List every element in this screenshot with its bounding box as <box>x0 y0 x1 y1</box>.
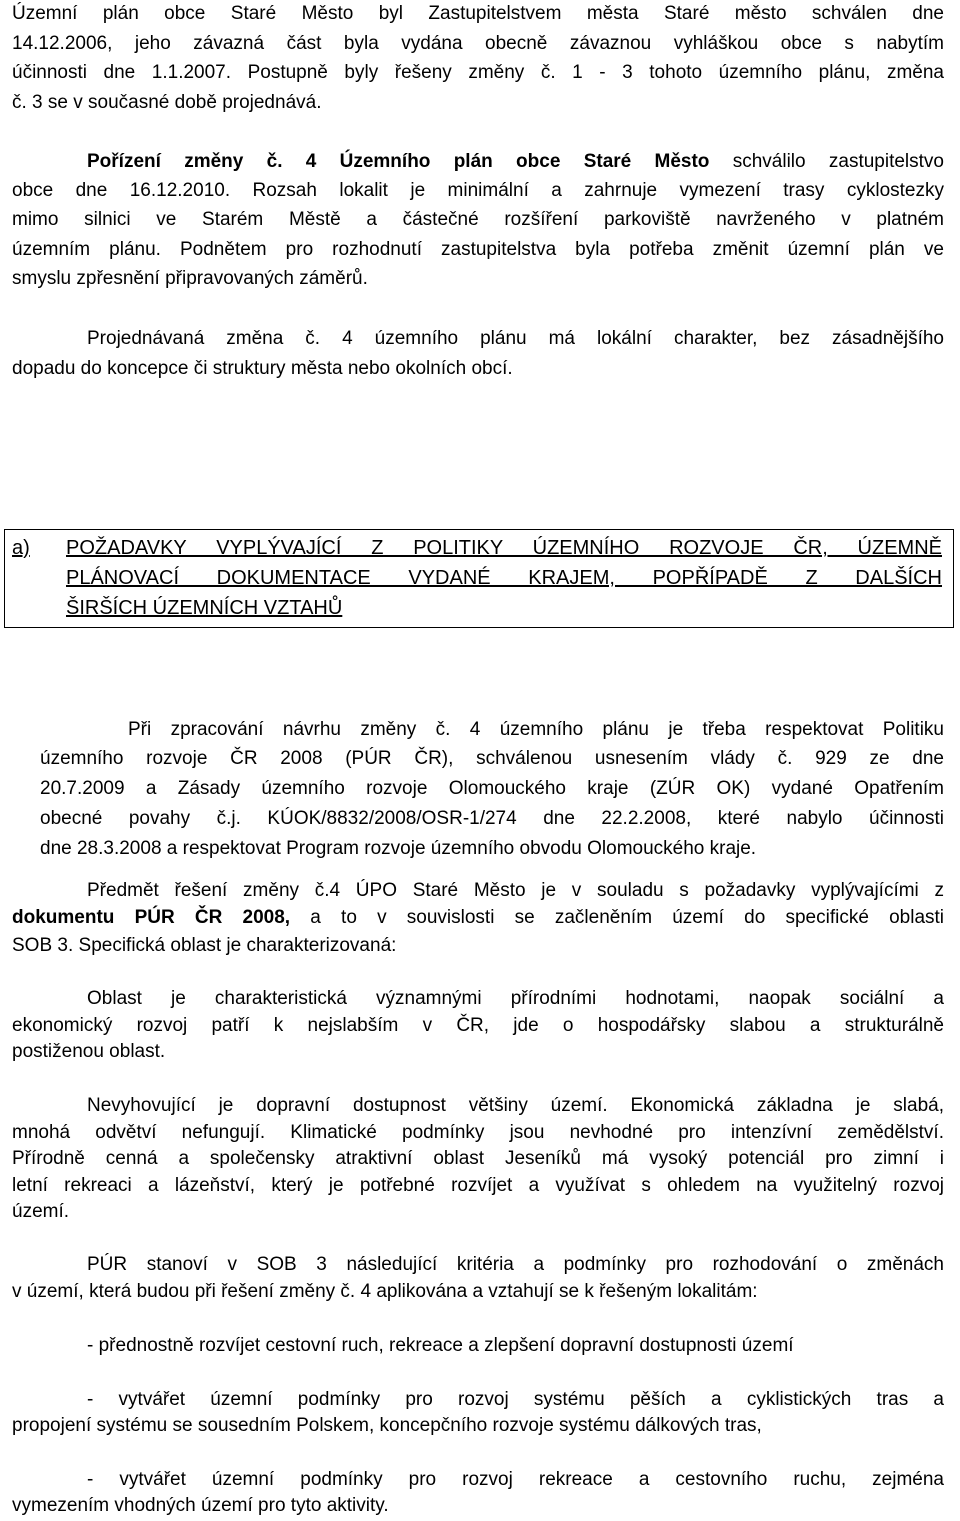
nevyhovujici-line-2: mnohá odvětví nefungují. Klimatické podmínky jsou nevhodné pro intenzívní zemědělství. <box>12 1122 944 1143</box>
porizeni-bold: Pořízení změny č. 4 Územního plán obce Staré Město <box>87 151 710 172</box>
porizeni-line-3: mimo silnici ve Starém Městě a částečné rozšíření parkoviště navrženého v platném <box>12 209 944 230</box>
predmet-line-3: SOB 3. Specifická oblast je charakterizovaná: <box>12 935 397 956</box>
criteria-item-2-line-2: propojení systému se sousedním Polskem, koncepčního rozvoje systému dálkových tras, <box>12 1415 762 1436</box>
projednavana-line-2: dopadu do koncepce či struktury města nebo okolních obcí. <box>12 358 513 379</box>
pur-line-2: v území, která budou při řešení změny č. 4 aplikována a vztahují se k řešeným lokalitám: <box>12 1281 758 1302</box>
criteria-item-2-line-1: - vytvářet územní podmínky pro rozvoj systému pěších a cyklistických tras a <box>87 1389 944 1410</box>
predmet-bold: dokumentu PÚR ČR 2008, <box>12 907 291 928</box>
intro-line-4: č. 3 se v současné době projednává. <box>12 92 322 113</box>
pur-line-1: PÚR stanoví v SOB 3 následující kritéria a podmínky pro rozhodování o změnách <box>87 1254 944 1275</box>
oblast-line-2: ekonomický rozvoj patří k nejslabším v ČR, jde o hospodářsky slabou a strukturálně <box>12 1015 944 1036</box>
pri-zpracovani-line-5: dne 28.3.2008 a respektovat Program rozvoje územního obvodu Olomouckého kraje. <box>40 838 757 859</box>
nevyhovujici-line-3: Přírodně cenná a společensky atraktivní oblast Jeseníků má vysoký potenciál pro zimní i <box>12 1148 944 1169</box>
criteria-item-3-line-2: vymezením vhodných území pro tyto aktivity. <box>12 1495 389 1516</box>
pri-zpracovani-line-2: územního rozvoje ČR 2008 (PÚR ČR), schválenou usnesením vlády č. 929 ze dne <box>40 748 944 769</box>
pri-zpracovani-line-4: obecné povahy č.j. KÚOK/8832/2008/OSR-1/274 dne 22.2.2008, které nabylo účinnosti <box>40 808 944 829</box>
projednavana-line-1: Projednávaná změna č. 4 územního plánu má lokální charakter, bez zásadnějšího <box>87 328 944 349</box>
pri-zpracovani-line-1: Při zpracování návrhu změny č. 4 územního plánu je třeba respektovat Politiku <box>128 719 944 740</box>
nevyhovujici-line-1: Nevyhovující je dopravní dostupnost většiny území. Ekonomická základna je slabá, <box>87 1095 944 1116</box>
section-a-heading-line-1: POŽADAVKY VYPLÝVAJÍCÍ Z POLITIKY ÚZEMNÍHO ROZVOJE ČR, ÚZEMNĚ <box>66 537 942 559</box>
section-a-heading-line-3: ŠIRŠÍCH ÚZEMNÍCH VZTAHŮ <box>66 597 343 619</box>
nevyhovujici-line-5: území. <box>12 1201 70 1222</box>
predmet-line-1: Předmět řešení změny č.4 ÚPO Staré Město je v souladu s požadavky vyplývajícími z <box>87 880 944 901</box>
intro-line-2: 14.12.2006, jeho závazná část byla vydána obecně závaznou vyhláškou obce s nabytím <box>12 33 944 54</box>
porizeni-line-5: smyslu zpřesnění připravovaných záměrů. <box>12 268 368 289</box>
criteria-item-3-line-1: - vytvářet územní podmínky pro rozvoj rekreace a cestovního ruchu, zejména <box>87 1469 944 1490</box>
pri-zpracovani-line-3: 20.7.2009 a Zásady územního rozvoje Olomouckého kraje (ZÚR OK) vydané Opatřením <box>40 778 944 799</box>
porizeni-line-1 <box>87 148 944 176</box>
section-a-heading-line-2: PLÁNOVACÍ DOKUMENTACE VYDANÉ KRAJEM, POPŘÍPADĚ Z DALŠÍCH <box>66 567 942 589</box>
nevyhovujici-line-4: letní rekreaci a lázeňství, který je potřebné rozvíjet a využívat s ohledem na využitelný rozvoj <box>12 1175 944 1196</box>
criteria-item-1: - přednostně rozvíjet cestovní ruch, rekreace a zlepšení dopravní dostupnosti území <box>87 1335 794 1356</box>
oblast-line-1: Oblast je charakteristická významnými přírodními hodnotami, naopak sociální a <box>87 988 944 1009</box>
intro-line-1: Územní plán obce Staré Město byl Zastupitelstvem města Staré město schválen dne <box>12 3 944 24</box>
intro-line-3: účinnosti dne 1.1.2007. Postupně byly řešeny změny č. 1 - 3 tohoto územního plánu, změna <box>12 62 944 83</box>
porizeni-line-4: územním plánu. Podnětem pro rozhodnutí zastupitelstva byla potřeba změnit územní plán ve <box>12 239 944 260</box>
section-a-marker: a) <box>12 537 30 559</box>
predmet-line-2 <box>12 904 944 932</box>
oblast-line-3: postiženou oblast. <box>12 1041 166 1062</box>
porizeni-line-2: obce dne 16.12.2010. Rozsah lokalit je minimální a zahrnuje vymezení trasy cyklostezky <box>12 180 944 201</box>
predmet-line-2-rest: a to v souvislosti se začleněním území do specifické oblasti <box>310 907 945 928</box>
porizeni-line-1-rest: schválilo zastupitelstvo <box>732 151 944 172</box>
